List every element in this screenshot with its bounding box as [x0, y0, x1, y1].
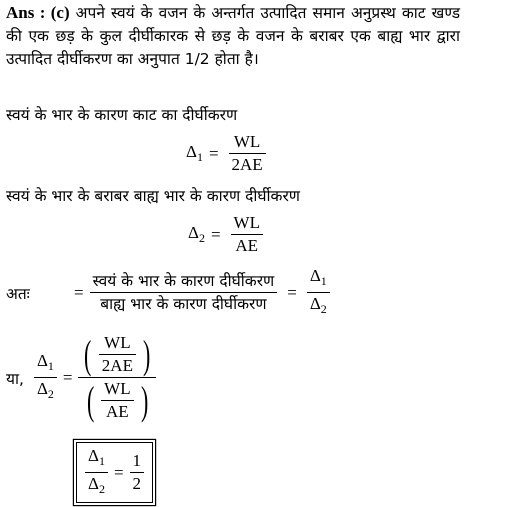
- self-weight-elongation-label: स्वयं के भार के कारण काट का दीर्घीकरण: [6, 106, 238, 124]
- left-paren: (: [86, 377, 95, 423]
- compound-fraction: [78, 332, 156, 423]
- fraction-numerator: $\Delta_1$: [309, 266, 327, 288]
- right-paren: ): [142, 331, 151, 377]
- delta1-symbol: $\Delta_1$: [186, 142, 203, 164]
- fraction-numerator: WL: [233, 132, 261, 151]
- fraction-denominator: $\Delta_2$: [88, 474, 105, 496]
- answer-paragraph: [6, 1, 460, 71]
- fraction-word-ratio: [90, 270, 278, 315]
- fraction-numerator: WL: [104, 333, 131, 352]
- fraction-wl-2ae: [229, 131, 266, 176]
- bottom-parenthesized-fraction: [81, 378, 154, 423]
- fraction-denominator: 2AE: [101, 356, 133, 375]
- ratio-equation: [6, 265, 334, 320]
- right-paren: ): [140, 377, 148, 423]
- fraction-delta1-delta2: [85, 445, 108, 500]
- fraction-denominator: AE: [235, 236, 259, 255]
- answer-prefix: Ans : (c): [6, 3, 70, 22]
- equation-delta2: [188, 212, 267, 257]
- equals-sign: =: [62, 367, 73, 387]
- fraction-numerator: WL: [104, 379, 131, 398]
- fraction-delta1-delta2: [34, 350, 57, 405]
- final-answer-box: [76, 442, 153, 503]
- or-label: या,: [6, 369, 24, 388]
- fraction-numerator: $\Delta_1$: [88, 446, 105, 468]
- fraction-numerator: WL: [233, 213, 260, 232]
- substitution-equation: [6, 332, 160, 423]
- fraction-denominator: AE: [106, 402, 129, 421]
- fraction-denominator: $\Delta_2$: [309, 294, 327, 316]
- fraction-denominator: $\Delta_2$: [36, 379, 54, 401]
- top-parenthesized-fraction: [78, 332, 156, 377]
- fraction-denominator: बाह्य भार के कारण दीर्घीकरण: [100, 295, 267, 313]
- therefore-label: अतः: [6, 284, 30, 303]
- external-load-elongation-label: स्वयं के भार के बराबर बाह्य भार के कारण दीर्घीकरण: [6, 187, 300, 205]
- equation-delta1: [186, 131, 270, 176]
- fraction-wl-ae: [231, 212, 263, 257]
- answer-text: अपने स्वयं के वजन के अन्तर्गत उत्पादित समान अनुप्रस्थ काट खण्ड की एक छड़ के कुल दीर्घीकारक से छड़ के वजन के बराबर एक बाह्य भार द्वारा उत्पादित दीर्घीकरण का अनुपात 1/2 होता है।: [6, 4, 460, 68]
- equals-sign: =: [287, 282, 297, 302]
- fraction-denominator: 2AE: [231, 155, 263, 174]
- fraction-numerator: $\Delta_1$: [36, 351, 54, 373]
- fraction-numerator: स्वयं के भार के कारण दीर्घीकरण: [92, 272, 275, 290]
- delta2-symbol: $\Delta_2$: [188, 223, 205, 245]
- equals-sign: =: [210, 224, 221, 244]
- equals-sign: =: [74, 282, 84, 302]
- equals-sign: =: [208, 143, 219, 163]
- fraction-delta-ratio: [307, 265, 330, 320]
- fraction-one-half: [130, 450, 145, 495]
- left-paren: (: [84, 331, 92, 377]
- fraction-denominator: 2: [132, 474, 142, 493]
- equals-sign: =: [113, 462, 124, 482]
- inner-fraction-bottom: [101, 378, 133, 423]
- fraction-numerator: 1: [132, 451, 142, 470]
- inner-fraction-top: [99, 332, 136, 377]
